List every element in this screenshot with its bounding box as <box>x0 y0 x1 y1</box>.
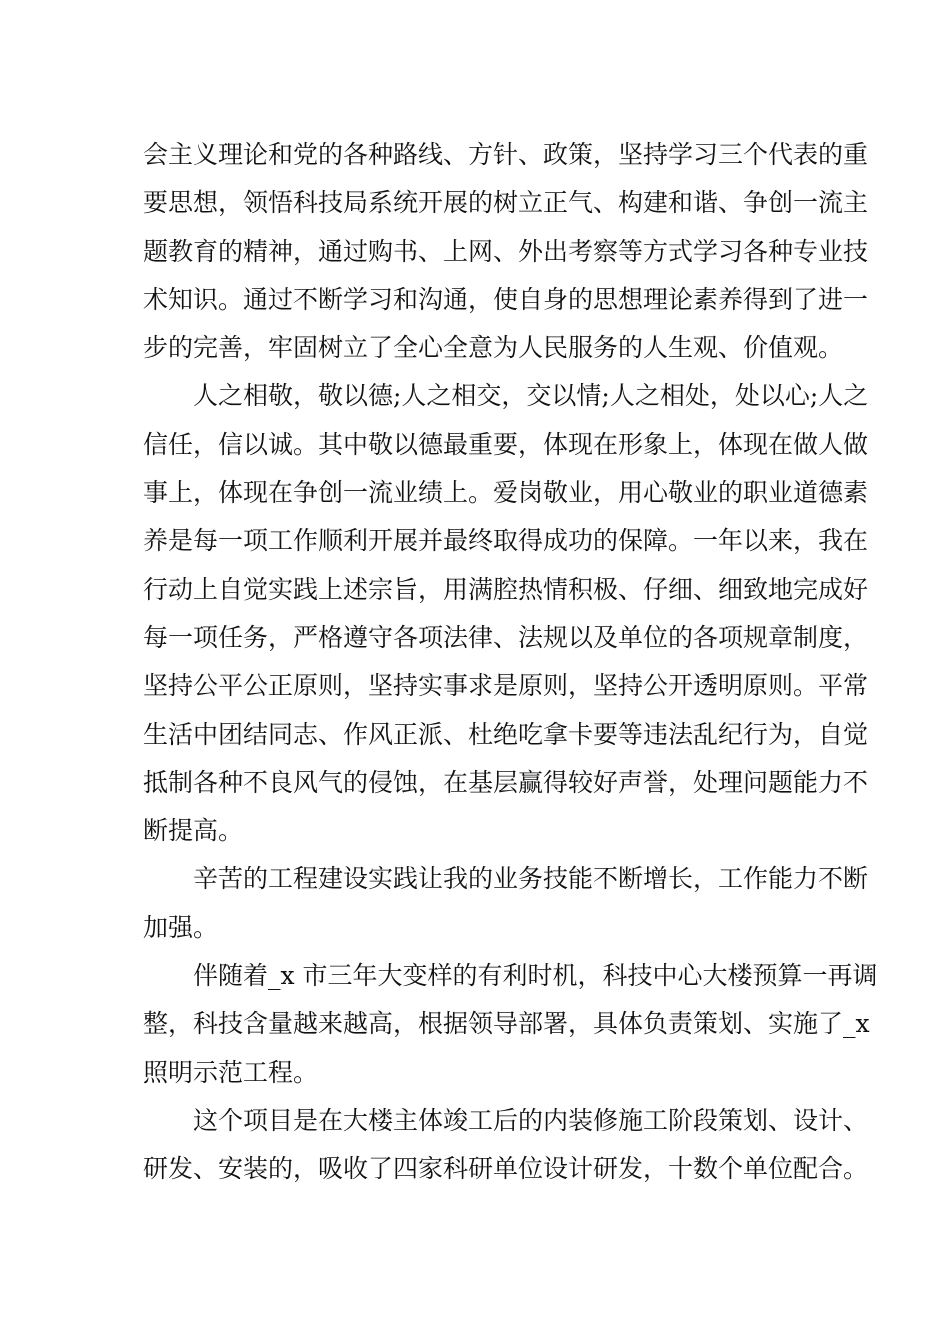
text-line: 信任，信以诚。其中敬以德最重要，体现在形象上，体现在做人做 <box>143 429 869 459</box>
text-line: 要思想，领悟科技局系统开展的树立正气、构建和谐、争创一流主 <box>143 188 869 218</box>
text-line: 养是每一项工作顺利开展并最终取得成功的保障。一年以来，我在 <box>143 526 869 556</box>
text-line: 抵制各种不良风气的侵蚀，在基层赢得较好声誉，处理问题能力不 <box>143 767 869 797</box>
text-line: 伴随着_x 市三年大变样的有利时机，科技中心大楼预算一再调 <box>193 961 878 991</box>
text-line: 照明示范工程。 <box>143 1057 319 1087</box>
text-line: 整，科技含量越来越高，根据领导部署，具体负责策划、实施了_x <box>143 1009 870 1039</box>
text-line: 每一项任务，严格遵守各项法律、法规以及单位的各项规章制度， <box>143 622 869 652</box>
body-text <box>143 131 878 1194</box>
text-line: 步的完善，牢固树立了全心全意为人民服务的人生观、价值观。 <box>143 333 844 363</box>
text-line: 题教育的精神，通过购书、上网、外出考察等方式学习各种专业技 <box>143 236 869 266</box>
text-line: 事上，体现在争创一流业绩上。爱岗敬业，用心敬业的职业道德素 <box>143 478 869 508</box>
text-line: 研发、安装的，吸收了四家科研单位设计研发，十数个单位配合。 <box>143 1154 869 1184</box>
text-line: 生活中团结同志、作风正派、杜绝吃拿卡要等违法乱纪行为，自觉 <box>143 719 869 749</box>
text-line: 坚持公平公正原则，坚持实事求是原则，坚持公开透明原则。平常 <box>143 671 869 701</box>
text-line: 断提高。 <box>143 816 244 846</box>
text-line: 人之相敬，敬以德;人之相交，交以情;人之相处，处以心;人之 <box>193 381 869 411</box>
text-line: 会主义理论和党的各种路线、方针、政策，坚持学习三个代表的重 <box>143 140 869 169</box>
text-line: 这个项目是在大楼主体竣工后的内装修施工阶段策划、设计、 <box>193 1105 869 1135</box>
text-line: 术知识。通过不断学习和沟通，使自身的思想理论素养得到了进一 <box>143 284 869 314</box>
text-line: 辛苦的工程建设实践让我的业务技能不断增长，工作能力不断 <box>193 864 869 894</box>
text-line: 加强。 <box>143 912 219 942</box>
text-line: 行动上自觉实践上述宗旨，用满腔热情积极、仔细、细致地完成好 <box>143 574 869 604</box>
